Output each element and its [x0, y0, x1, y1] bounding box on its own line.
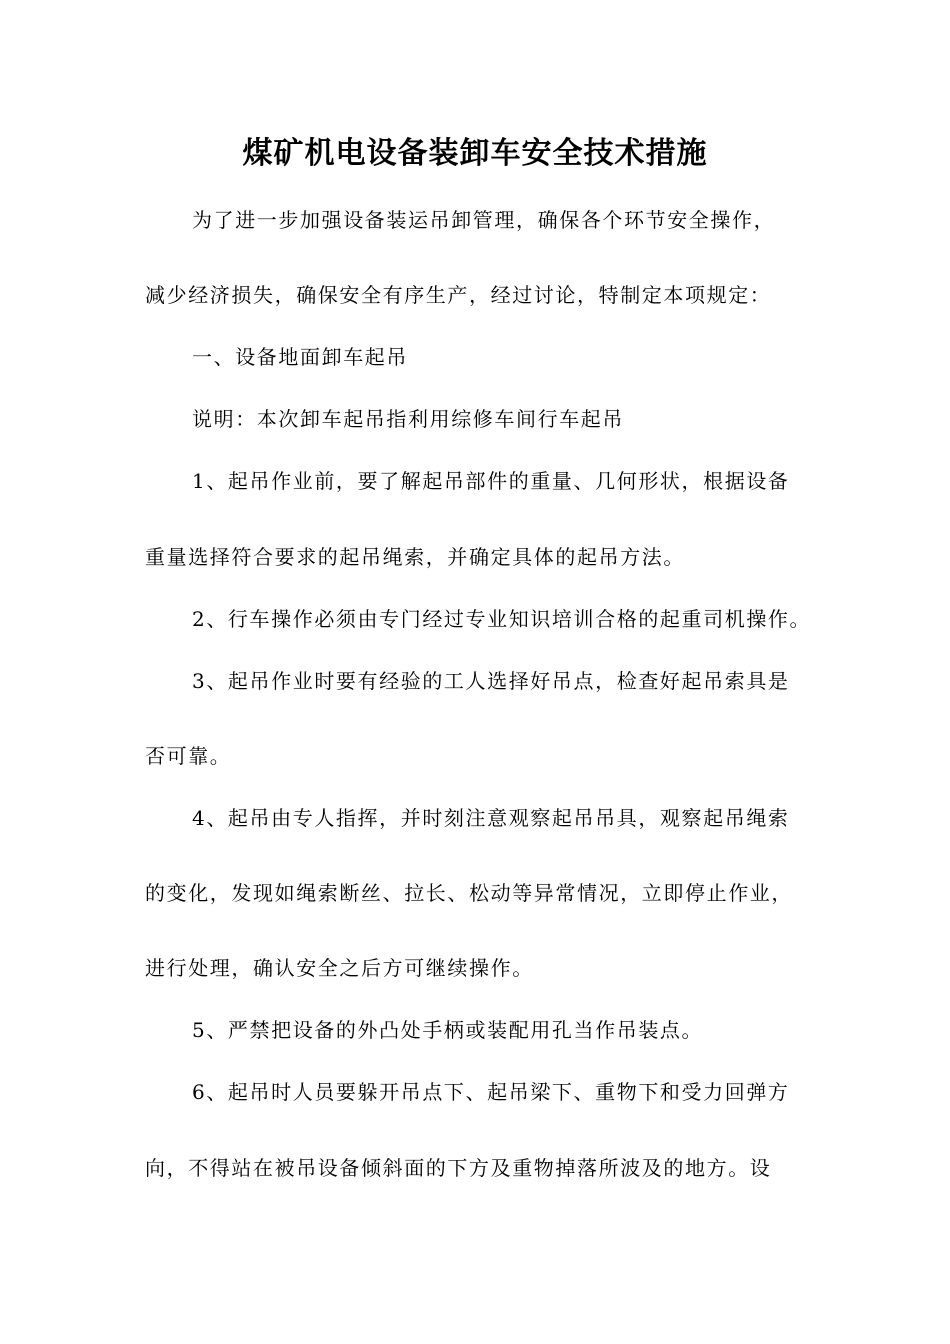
- paragraph-line: 3、起吊作业时要有经验的工人选择好吊点，检查好起吊索具是: [192, 669, 790, 693]
- paragraph-line: 6、起吊时人员要躲开吊点下、起吊梁下、重物下和受力回弹方: [192, 1080, 790, 1104]
- paragraph-line: 减少经济损失，确保安全有序生产，经过讨论，特制定本项规定：: [145, 283, 772, 307]
- document-title: 煤矿机电设备装卸车安全技术措施: [242, 136, 708, 171]
- paragraph-line: 进行处理，确认安全之后方可继续操作。: [145, 956, 534, 980]
- paragraph-line: 否可靠。: [145, 744, 232, 768]
- paragraph-line: 1、起吊作业前，要了解起吊部件的重量、几何形状，根据设备: [192, 469, 790, 493]
- paragraph-line: 5、严禁把设备的外凸处手柄或装配用孔当作吊装点。: [192, 1018, 704, 1042]
- paragraph-line: 为了进一步加强设备装运吊卸管理，确保各个环节安全操作，: [192, 208, 776, 232]
- paragraph-line: 重量选择符合要求的起吊绳索，并确定具体的起吊方法。: [145, 545, 685, 569]
- paragraph-line: 的变化，发现如绳索断丝、拉长、松动等异常情况，立即停止作业，: [145, 881, 793, 905]
- paragraph-line: 2、行车操作必须由专门经过专业知识培训合格的起重司机操作。: [192, 607, 812, 631]
- paragraph-line: 向，不得站在被吊设备倾斜面的下方及重物掉落所波及的地方。设: [145, 1156, 772, 1180]
- paragraph-line: 4、起吊由专人指挥，并时刻注意观察起吊吊具，观察起吊绳索: [192, 806, 790, 830]
- section-heading: 一、设备地面卸车起吊: [192, 345, 408, 369]
- paragraph-line: 说明：本次卸车起吊指利用综修车间行车起吊: [192, 407, 624, 431]
